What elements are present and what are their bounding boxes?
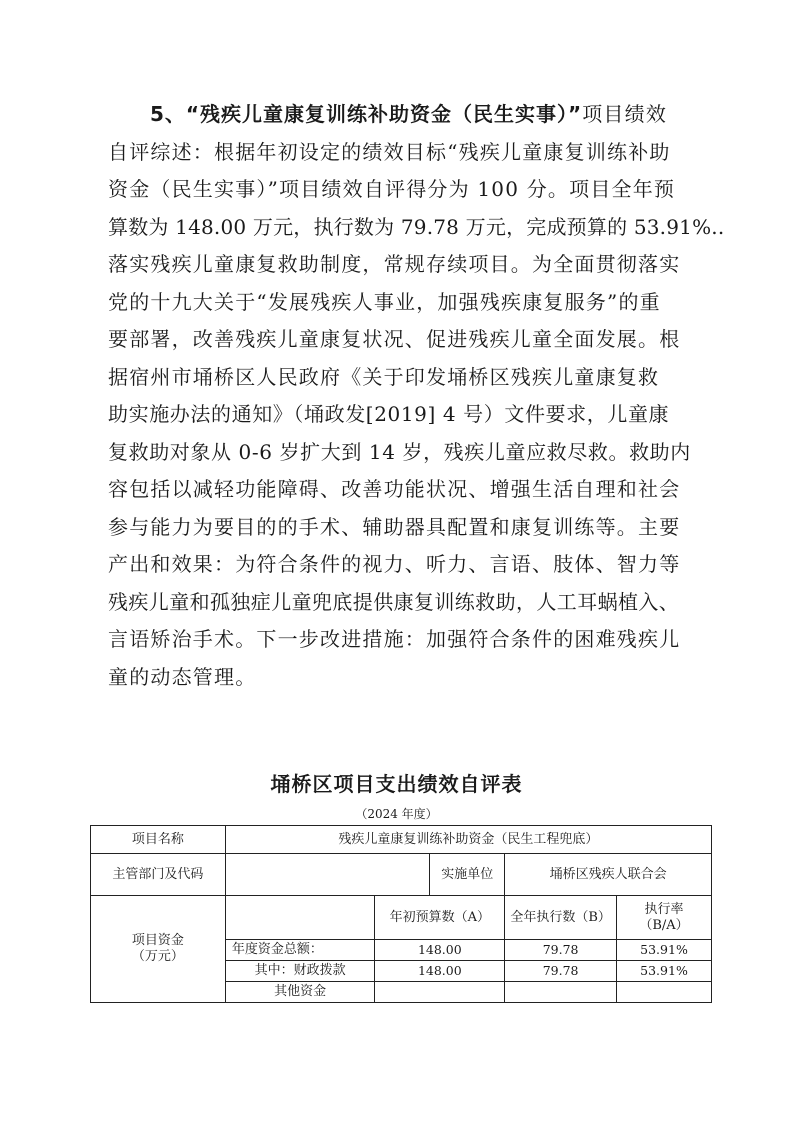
dept-value	[225, 854, 429, 896]
dept-label: 主管部门及代码	[91, 854, 226, 896]
rate-cell: 53.91%	[616, 961, 711, 982]
project-name-value: 残疾儿童康复训练补助资金（民生工程兜底）	[225, 826, 711, 854]
rate-cell: 53.91%	[616, 940, 711, 961]
budget-cell: 148.00	[375, 940, 505, 961]
row-label: 其中：财政拨款	[225, 961, 375, 982]
performance-summary-paragraph	[108, 96, 725, 696]
paragraph-line: 参与能力为要目的的手术、辅助器具配置和康复训练等。主要	[108, 514, 681, 539]
col-rate-header: 执行率（B/A）	[616, 896, 711, 940]
empty-cell	[225, 896, 375, 940]
paragraph-line: 容包括以减轻功能障碍、改善功能状况、增强生活自理和社会	[108, 477, 681, 501]
impl-value: 埇桥区残疾人联合会	[505, 854, 712, 896]
paragraph-line: 资金（民生实事）”项目绩效自评得分为 100 分。项目全年预	[108, 177, 676, 201]
paragraph-line: 落实残疾儿童康复救助制度，常规存续项目。为全面贯彻落实	[108, 252, 681, 276]
budget-cell: 148.00	[375, 961, 505, 982]
paragraph-line: 据宿州市埇桥区人民政府《关于印发埇桥区残疾儿童康复救	[108, 364, 660, 389]
exec-cell: 79.78	[505, 961, 617, 982]
table-row	[91, 826, 712, 854]
performance-table	[90, 825, 712, 1003]
row-label: 年度资金总额：	[225, 940, 375, 961]
impl-label: 实施单位	[430, 854, 505, 896]
paragraph-line: 算数为 148.00 万元，执行数为 79.78 万元，完成预算的 53.91%..	[108, 214, 725, 239]
table-row	[91, 854, 712, 896]
paragraph-line: 复救助对象从 0-6 岁扩大到 14 岁，残疾儿童应救尽救。救助内	[108, 439, 691, 464]
col-exec-header: 全年执行数（B）	[505, 896, 617, 940]
exec-cell	[505, 982, 617, 1003]
funds-label: 项目资金（万元）	[91, 896, 226, 1003]
row-label: 其他资金	[225, 982, 375, 1003]
paragraph-line: 要部署，改善残疾儿童康复状况、促进残疾儿童全面发展。根	[108, 327, 681, 351]
paragraph-line: 残疾儿童和孤独症儿童兜底提供康复训练救助，人工耳蜗植入、	[108, 589, 680, 614]
heading-suffix: 项目绩效	[582, 102, 668, 126]
table-year: （2024 年度）	[355, 807, 438, 821]
project-name-label: 项目名称	[91, 826, 226, 854]
paragraph-line-1	[108, 96, 690, 134]
rate-cell	[616, 982, 711, 1003]
exec-cell: 79.78	[505, 940, 617, 961]
budget-cell	[375, 982, 505, 1003]
paragraph-line: 助实施办法的通知》（埇政发[2019] 4 号）文件要求，儿童康	[108, 402, 670, 426]
table-row	[91, 896, 712, 940]
table-title: 埇桥区项目支出绩效自评表	[270, 772, 523, 796]
paragraph-line: 产出和效果：为符合条件的视力、听力、言语、肢体、智力等	[108, 552, 681, 576]
paragraph-line: 言语矫治手术。下一步改进措施：加强符合条件的困难残疾儿	[108, 627, 681, 651]
col-budget-header: 年初预算数（A）	[375, 896, 505, 940]
paragraph-line: 童的动态管理。	[108, 664, 257, 689]
paragraph-line: 自评综述：根据年初设定的绩效目标“残疾儿童康复训练补助	[108, 139, 671, 164]
project-heading: 5、“残疾儿童康复训练补助资金（民生实事）”	[150, 102, 583, 126]
paragraph-line: 党的十九大关于“发展残疾人事业，加强残疾康复服务”的重	[108, 289, 661, 314]
